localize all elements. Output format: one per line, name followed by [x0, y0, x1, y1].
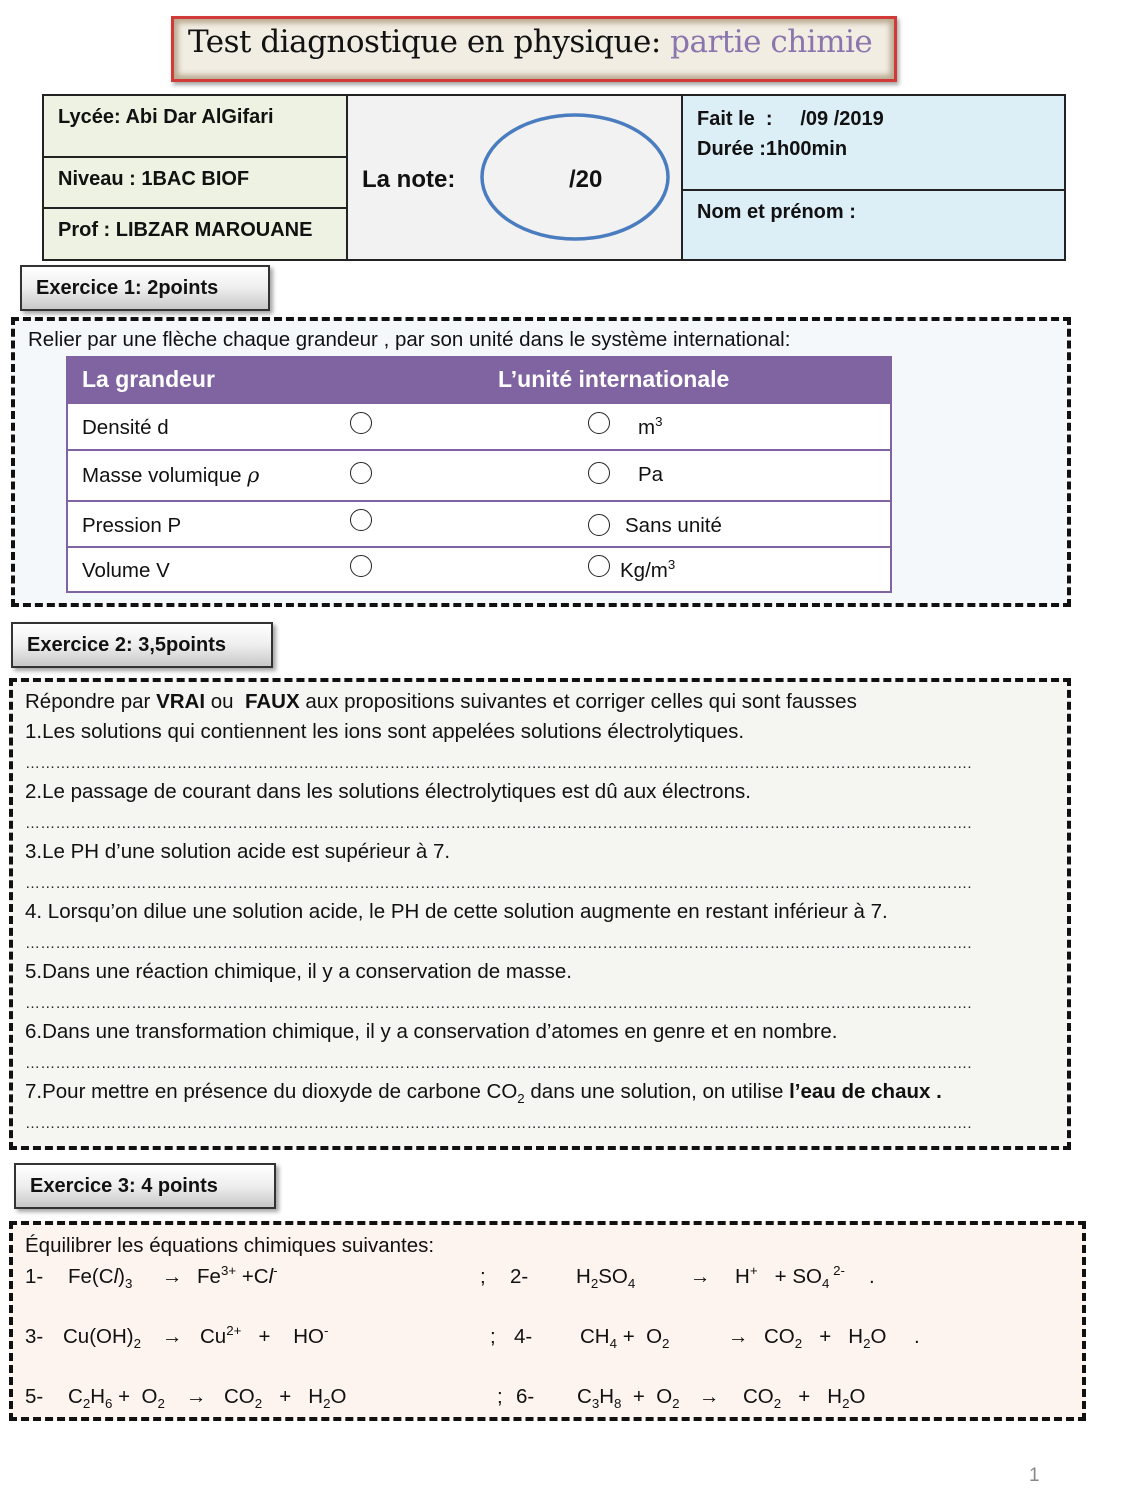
arrow-icon: →	[162, 1265, 183, 1288]
table-header	[66, 356, 892, 404]
lycee-cell	[42, 94, 348, 158]
col-unite: L’unité internationale	[498, 366, 730, 392]
table-row	[66, 404, 892, 451]
nom-text: Nom et prénom :	[697, 201, 856, 223]
duree-text: Durée :1h00min	[697, 138, 848, 160]
niveau-text: Niveau : 1BAC BIOF	[58, 168, 250, 190]
arrow-icon: →	[162, 1325, 183, 1348]
unit-connector-dot[interactable]	[588, 462, 610, 484]
unit-label: $Kg/m^3$	[620, 557, 676, 582]
answer-line-1[interactable]: …………………………………………………………………………………………………………………………………………………………………….	[25, 755, 972, 772]
grandeur-connector-dot[interactable]	[350, 412, 372, 434]
grandeur-label: Volume V	[82, 559, 170, 582]
answer-line-3[interactable]: …………………………………………………………………………………………………………………………………………………………………….	[25, 875, 972, 892]
niveau-cell	[42, 156, 348, 209]
exercise-2-instruction: Répondre par VRAI ou FAUX aux propositions suivantes et corriger celles qui sont fausses	[25, 690, 857, 713]
arrow-icon: →	[728, 1325, 749, 1348]
grandeur-connector-dot[interactable]	[350, 555, 372, 577]
answer-line-2[interactable]: …………………………………………………………………………………………………………………………………………………………………….	[25, 815, 972, 832]
grandeur-connector-dot[interactable]	[350, 509, 372, 531]
proposition-2: 2.Le passage de courant dans les solutions électrolytiques est dû aux électrons.	[25, 780, 751, 803]
unit-connector-dot[interactable]	[588, 514, 610, 536]
answer-line-6[interactable]: …………………………………………………………………………………………………………………………………………………………………….	[25, 1055, 972, 1072]
fait-le-text: Fait le : /09 /2019	[697, 108, 884, 130]
table-row	[66, 502, 892, 548]
unit-label: $m^3$	[638, 414, 663, 439]
table-row	[66, 451, 892, 502]
note-value: /20	[569, 166, 603, 193]
exercise-2-tab: Exercice 2: 3,5points	[11, 622, 273, 668]
grandeur-label: Masse volumique ρ	[82, 463, 260, 487]
proposition-6: 6.Dans une transformation chimique, il y a conservation d’atomes en genre et en nombre.	[25, 1020, 838, 1043]
page-subtitle: partie chimie	[670, 24, 873, 60]
unit-label: Pa	[638, 463, 664, 486]
col-grandeur: La grandeur	[82, 366, 215, 392]
grandeur-label: Densité d	[82, 416, 169, 439]
answer-line-4[interactable]: …………………………………………………………………………………………………………………………………………………………………….	[25, 935, 972, 952]
exercise-3-tab: Exercice 3: 4 points	[14, 1163, 276, 1209]
page-title: Test diagnostique en physique: partie chimie	[188, 24, 873, 60]
exercise-3-instruction: Équilibrer les équations chimiques suivantes:	[25, 1234, 435, 1257]
answer-line-5[interactable]: …………………………………………………………………………………………………………………………………………………………………….	[25, 995, 972, 1012]
arrow-icon: →	[699, 1385, 720, 1408]
arrow-icon: →	[186, 1385, 207, 1408]
page-number: 1	[1029, 1465, 1040, 1486]
proposition-1: 1.Les solutions qui contiennent les ions sont appelées solutions électrolytiques.	[25, 720, 745, 743]
table-row	[66, 548, 892, 593]
note-label: La note:	[362, 166, 456, 193]
lycee-text: Lycée: Abi Dar AlGifari	[58, 106, 274, 128]
exercise-1-tab: Exercice 1: 2points	[20, 265, 270, 311]
arrow-icon: →	[690, 1265, 711, 1288]
unit-label: Sans unité	[625, 514, 722, 537]
unit-connector-dot[interactable]	[588, 555, 610, 577]
unit-connector-dot[interactable]	[588, 412, 610, 434]
grandeur-label: Pression P	[82, 514, 182, 537]
prof-cell	[42, 207, 348, 261]
date-cell	[681, 94, 1066, 191]
answer-line-7[interactable]: …………………………………………………………………………………………………………………………………………………………………….	[25, 1115, 972, 1132]
proposition-4: 4. Lorsqu’on dilue une solution acide, le PH de cette solution augmente en restant inférieur à 7.	[25, 900, 888, 923]
grandeur-connector-dot[interactable]	[350, 462, 372, 484]
proposition-3: 3.Le PH d’une solution acide est supérieur à 7.	[25, 840, 451, 863]
proposition-5: 5.Dans une réaction chimique, il y a conservation de masse.	[25, 960, 572, 983]
prof-text: Prof : LIBZAR MAROUANE	[58, 219, 313, 241]
proposition-7: 7.Pour mettre en présence du dioxyde de carbone $CO_2$ dans une solution, on utilise l’eau de chaux .	[25, 1080, 942, 1107]
nom-cell	[681, 189, 1066, 261]
exercise-1-instruction: Relier par une flèche chaque grandeur , par son unité dans le système international:	[28, 328, 791, 351]
